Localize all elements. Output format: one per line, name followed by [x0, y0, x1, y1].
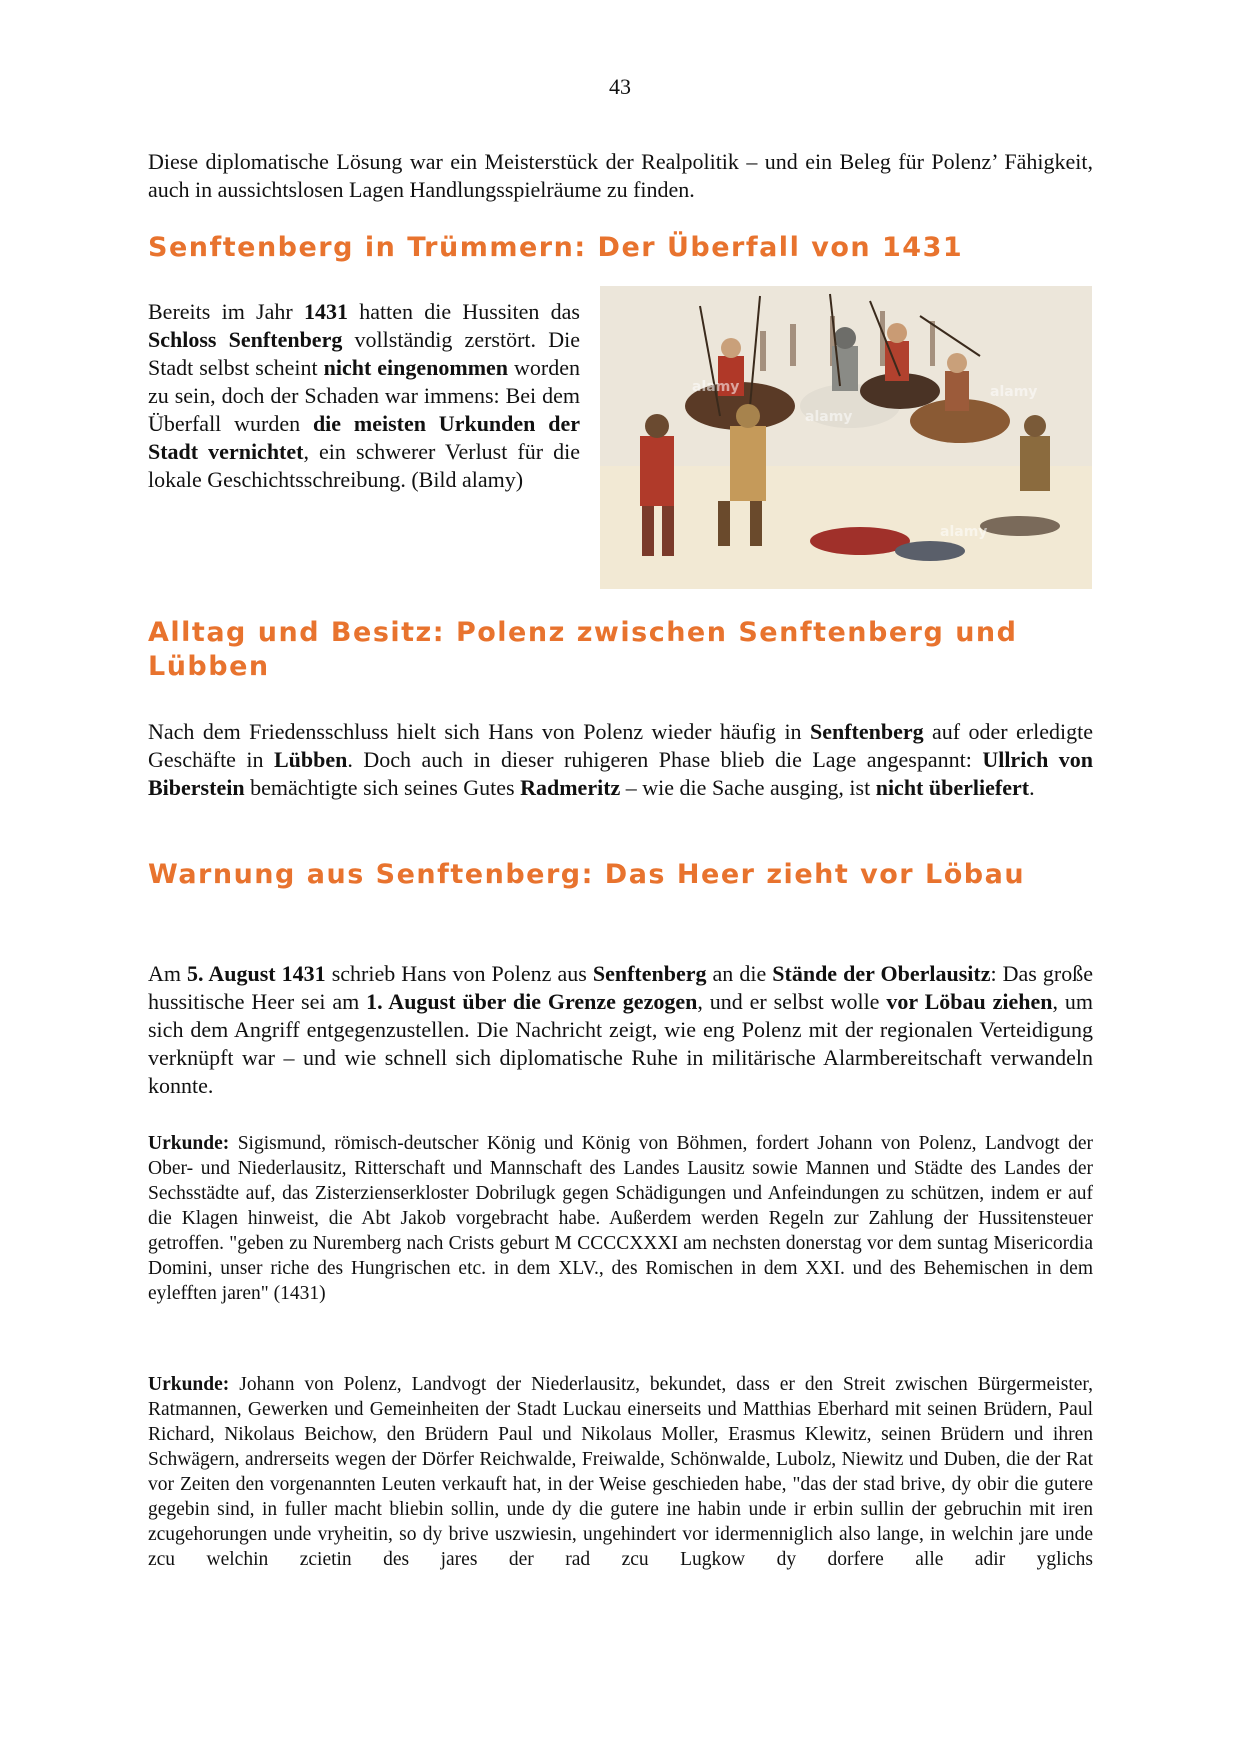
section3-text [148, 960, 1093, 1100]
bold-text-run: Stände der Oberlausitz [772, 961, 991, 986]
text-run: Nach dem Friedensschluss hielt sich Hans von Polenz wieder häufig in [148, 719, 810, 744]
bold-text-run: die meisten Urkunden der Stadt vernichtet [148, 411, 580, 464]
text-run: – wie die Sache ausging, ist [620, 775, 876, 800]
text-run: an die [706, 961, 773, 986]
bold-text-run: 1. August über die Grenze gezogen [366, 989, 698, 1014]
text-run: Sigismund, römisch-deutscher König und König von Böhmen, fordert Johann von Polenz, Landvogt der Ober- und Niederlausitz, Ritterschaft und Mannschaft des Landes Lausitz sowie Mannen und Städte des Landes der Sechsstädte auf, das Zisterzienserkloster Dobrilugk gegen Schädigungen und Anfeindungen zu schützen, indem er auf die Klagen hinweist, die Abt Jakob vorgebracht habe. Außerdem werden Regeln zur Zahlung der Hussitensteuer getroffen. "geben zu Nuremberg nach Crists geburt M CCCCXXXI am nechsten donerstag vor dem suntag Misericordia Domini, unser riche des Hungrischen etc. in dem XLV., des Romischen in dem XXI. und des Behemischen in dem eylefften jaren" (1431) [148, 1133, 1093, 1304]
text-run: . Doch auch in dieser ruhigeren Phase blieb die Lage angespannt: [347, 747, 983, 772]
text-run: schrieb Hans von Polenz aus [325, 961, 593, 986]
painting-illustration [600, 286, 1092, 589]
bold-text-run: vor Löbau ziehen [886, 989, 1053, 1014]
text-run: worden zu sein, doch der Schaden war immens: Bei dem Überfall wurden [148, 355, 580, 436]
bold-text-run: Senftenberg [809, 719, 924, 744]
text-run: , um sich dem Angriff entgegenzustellen. Die Nachricht zeigt, wie eng Polenz mit der regionalen Verteidigung verknüpft war – und wie schnell sich diplomatische Ruhe in militärische Alarmbereitschaft verwandeln konnte. [148, 989, 1093, 1098]
bold-text-run: Schloss Senftenberg [148, 327, 343, 352]
text-run: , ein schwerer Verlust für die lokale Geschichtsschreibung. (Bild alamy) [148, 439, 581, 492]
intro-paragraph [148, 148, 1093, 204]
text-run: Diese diplomatische Lösung war ein Meisterstück der Realpolitik – und ein Beleg für Polenz’ Fähigkeit, auch in aussichtslosen Lagen Handlungsspielräume zu finden. [148, 149, 1093, 202]
section-heading-warnung: Warnung aus Senftenberg: Das Heer zieht vor Löbau [148, 859, 1026, 890]
section1-text [148, 298, 580, 494]
bold-text-run: Radmeritz [520, 775, 621, 800]
text-run: hatten die Hussiten das [347, 299, 580, 324]
page-number: 43 [609, 74, 631, 99]
section2-paragraph [148, 718, 1093, 802]
section2-text [148, 718, 1093, 802]
urkunde-sigismund [148, 1131, 1093, 1306]
bold-text-run: Lübben [273, 747, 348, 772]
watermark-text: alamy [940, 524, 988, 540]
watermark-text: alamy [692, 379, 740, 395]
bold-text-run: Urkunde: [148, 1374, 230, 1395]
bold-text-run: Ullrich von Biberstein [148, 747, 1093, 800]
text-run: Bereits im Jahr [148, 299, 304, 324]
urkunde-luckau [148, 1372, 1093, 1572]
bold-text-run: 1431 [303, 299, 348, 324]
text-run: : Das große hussitische Heer sei am [148, 961, 1093, 1014]
section-heading-senftenberg: Senftenberg in Trümmern: Der Überfall von 1431 [148, 232, 964, 263]
section1-paragraph [148, 298, 580, 494]
bold-text-run: nicht überliefert [875, 775, 1030, 800]
bold-text-run: Senftenberg [592, 961, 707, 986]
bold-text-run: 5. August 1431 [187, 961, 326, 986]
hussite-attack-painting [600, 286, 1092, 589]
bold-text-run: nicht eingenommen [323, 355, 509, 380]
intro-text [148, 148, 1093, 204]
text-run: auf oder erledigte Geschäfte in [148, 719, 1094, 772]
text-run: vollständig zerstört. Die Stadt selbst scheint [148, 327, 580, 380]
urkunde-1-text [148, 1131, 1093, 1306]
text-run: . [1029, 775, 1035, 800]
text-run: Johann von Polenz, Landvogt der Niederlausitz, bekundet, dass er den Streit zwischen Bürgermeister, Ratmannen, Gewerken und Gemeinheiten der Stadt Luckau einerseits und Matthias Eberhard mit seinen Brüdern, Paul Richard, Nikolaus Beichow, den Brüdern Paul und Nikolaus Moller, Erasmus Klewitz, seinen Brüdern und ihren Schwägern, andrerseits wegen der Dörfer Reichwalde, Freiwalde, Schönwalde, Lubolz, Niewitz und Duben, die der Rat vor Zeiten den vorgenannten Leuten verkauft hat, in der Weise geschieden habe, "das der stad brive, dy obir die gutere gegebin sind, in fuller macht bliebin sollin, unde dy die gutere ine habin unde ir erbin sullin der gebruchin mit iren zcugehorungen unde vryheitin, so dy brive uszwiesin, ungehindert vor idermenniglich also lange, in welchin jare unde zcu welchin zcietin des jares der rad zcu Lugkow dy dorfere alle adir yglichs [148, 1374, 1093, 1570]
urkunde-2-text [148, 1372, 1093, 1572]
text-run: Am [148, 961, 188, 986]
text-run: , und er selbst wolle [697, 989, 887, 1014]
watermark-text: alamy [805, 409, 853, 425]
watermark-text: alamy [990, 384, 1038, 400]
section-heading-alltag: Alltag und Besitz: Polenz zwischen Senftenberg und Lübben [148, 617, 1018, 682]
bold-text-run: Urkunde: [148, 1133, 230, 1154]
section3-paragraph [148, 960, 1093, 1100]
text-run: bemächtigte sich seines Gutes [244, 775, 521, 800]
